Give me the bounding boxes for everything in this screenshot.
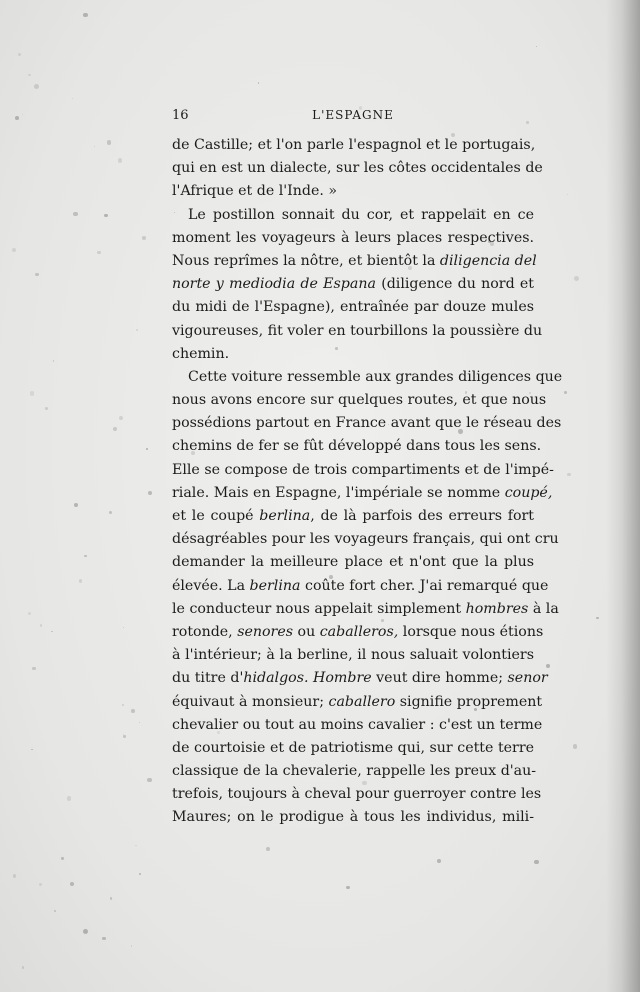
paper-speck <box>567 194 568 195</box>
paper-speck <box>70 882 74 886</box>
text-line: riale. Mais en Espagne, l'impériale se nomme coupé, <box>172 484 553 501</box>
paper-speck <box>135 845 136 846</box>
text-line: rotonde, senores ou caballeros, lorsque nous étions <box>172 623 544 640</box>
paper-speck <box>536 46 538 48</box>
paper-speck <box>83 13 88 18</box>
paper-speck <box>84 555 87 558</box>
paper-speck <box>110 897 112 899</box>
paper-speck <box>118 158 122 162</box>
spine-shadow <box>606 0 640 992</box>
page-header <box>172 108 534 128</box>
text-line: qui en est un dialecte, sur les côtes occidentales de <box>172 160 543 177</box>
paper-speck <box>74 503 79 508</box>
paper-speck <box>72 98 73 99</box>
paper-speck <box>567 473 570 476</box>
text-line: du titre d'hidalgos. Hombre veut dire homme; senor <box>172 670 548 687</box>
running-head: L'ESPAGNE <box>312 108 394 122</box>
paper-speck <box>136 329 138 331</box>
paper-speck <box>30 391 35 396</box>
paper-speck <box>147 778 151 782</box>
paper-speck <box>574 276 579 281</box>
text-line: Maures; on le prodigue à tous les individus, mili- <box>172 809 534 826</box>
paper-speck <box>107 140 112 145</box>
paper-speck <box>546 664 550 668</box>
paper-speck <box>573 744 577 748</box>
text-line: Elle se compose de trois compartiments et de l'impé- <box>172 461 554 478</box>
paper-speck <box>28 74 31 77</box>
text-line: équivaut à monsieur; caballero signifie proprement <box>172 693 543 710</box>
paper-speck <box>596 617 598 619</box>
paper-speck <box>67 796 71 800</box>
paper-speck <box>266 847 270 851</box>
text-line: trefois, toujours à cheval pour guerroyer contre les <box>172 786 542 803</box>
text-line: norte y mediodia de Espana (diligence du nord et <box>172 276 534 293</box>
paper-speck <box>73 212 78 217</box>
text-line: classique de la chevalerie, rappelle les preux d'au- <box>172 763 537 780</box>
text-line: Le postillon sonnait du cor, et rappelait en ce <box>188 206 534 223</box>
paper-speck <box>15 116 19 120</box>
paper-speck <box>32 667 36 671</box>
paper-speck <box>131 945 132 946</box>
italic-text: hombres <box>465 600 529 617</box>
paper-speck <box>104 214 108 218</box>
paper-speck <box>146 448 148 450</box>
text-line: désagréables pour les voyageurs français, qui ont cru <box>172 531 559 548</box>
text-line: le conducteur nous appelait simplement hombres à la <box>172 600 559 617</box>
text-line: et le coupé berlina, de là parfois des erreurs fort <box>172 508 534 524</box>
italic-text: coupé, <box>504 484 553 501</box>
paper-speck <box>346 886 350 890</box>
text-line: élevée. La berlina coûte fort cher. J'ai remarqué que <box>172 577 549 594</box>
italic-text: senores <box>237 623 294 640</box>
text-line: chemins de fer se fût développé dans tous les sens. <box>172 438 542 455</box>
paper-speck <box>123 735 126 738</box>
paper-speck <box>22 114 23 115</box>
paper-speck <box>564 391 567 394</box>
paper-speck <box>31 749 33 751</box>
paper-speck <box>40 624 42 626</box>
paper-speck <box>122 704 124 706</box>
italic-text: berlina <box>249 577 301 594</box>
text-line: Nous reprîmes la nôtre, et bientôt la diligencia del <box>172 252 537 269</box>
body-text <box>172 134 563 830</box>
paper-speck <box>51 631 53 633</box>
paper-speck <box>139 722 140 723</box>
paper-speck <box>61 857 63 859</box>
italic-text: caballeros, <box>319 623 399 640</box>
paper-speck <box>12 248 16 252</box>
text-line: à l'intérieur; à la berline, il nous saluait volontiers <box>172 647 534 664</box>
paper-speck <box>534 860 539 865</box>
text-line: chevalier ou tout au moins cavalier : c'est un terme <box>172 716 543 733</box>
italic-text: caballero <box>328 693 396 710</box>
paper-speck <box>28 612 32 616</box>
paper-speck <box>54 910 56 912</box>
paper-speck <box>18 53 21 56</box>
text-line: nous avons encore sur quelques routes, et que nous <box>172 392 547 409</box>
paper-speck <box>34 84 39 89</box>
italic-text: hidalgos. Hombre <box>243 670 372 687</box>
paper-speck <box>97 251 100 254</box>
text-line: moment les voyageurs à leurs places respectives. <box>172 229 534 246</box>
paper-speck <box>142 236 146 240</box>
paper-speck <box>35 273 39 277</box>
paper-speck <box>45 407 48 410</box>
page-number: 16 <box>172 108 189 123</box>
italic-text: norte y mediodia de Espana <box>172 276 376 293</box>
text-line: possédions partout en France avant que le réseau des <box>172 415 562 432</box>
italic-text: berlina <box>259 508 311 524</box>
paper-speck <box>83 929 88 934</box>
paper-speck <box>94 146 95 147</box>
italic-text: diligencia del <box>439 252 537 269</box>
paper-speck <box>79 579 83 583</box>
paper-speck <box>113 427 117 431</box>
text-line: de courtoisie et de patriotisme qui, sur cette terre <box>172 739 534 756</box>
paper-speck <box>258 82 260 84</box>
paper-speck <box>123 627 124 628</box>
paper-speck <box>13 874 17 878</box>
paper-speck <box>119 416 123 420</box>
text-line: chemin. <box>172 345 230 362</box>
text-line: du midi de l'Espagne), entraînée par douze mules <box>172 299 534 316</box>
paper-speck <box>53 360 55 362</box>
paper-speck <box>22 966 25 969</box>
paper-speck <box>437 859 441 863</box>
paper-speck <box>102 937 106 941</box>
text-line: vigoureuses, fit voler en tourbillons la poussière du <box>172 322 543 339</box>
text-line: de Castille; et l'on parle l'espagnol et le portugais, <box>172 137 536 153</box>
paper-speck <box>109 511 112 514</box>
text-line: l'Afrique et de l'Inde. » <box>172 183 338 200</box>
italic-text: senor <box>507 670 548 687</box>
paper-speck <box>148 491 152 495</box>
text-line: demander la meilleure place et n'ont que la plus <box>172 554 534 571</box>
paper-speck <box>131 709 135 713</box>
paper-speck <box>139 873 141 875</box>
text-line: Cette voiture ressemble aux grandes diligences que <box>188 368 563 385</box>
paper-speck <box>39 883 42 886</box>
